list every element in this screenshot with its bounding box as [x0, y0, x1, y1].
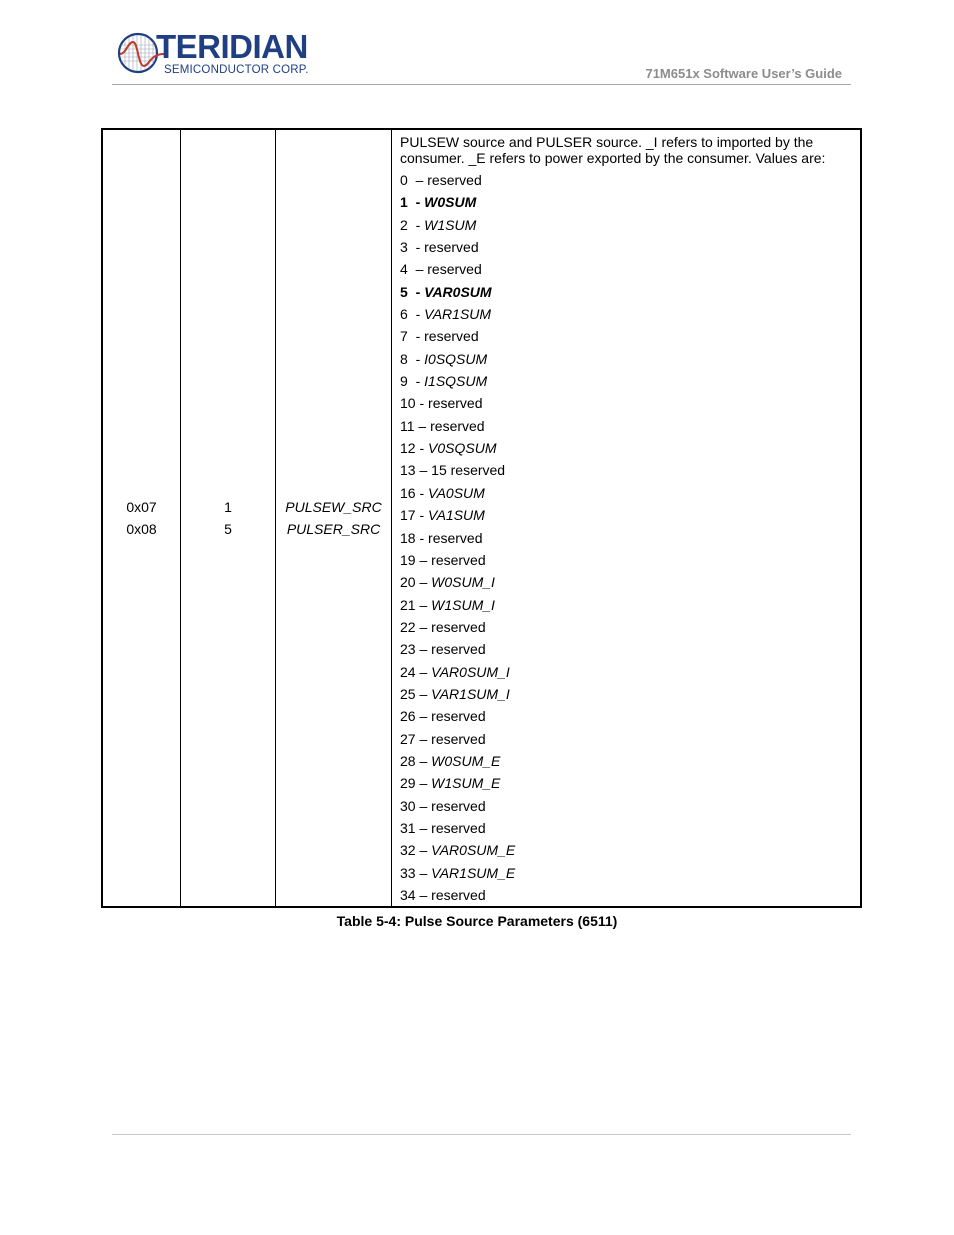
- default-cell: [181, 129, 276, 907]
- value-code: 20: [400, 574, 416, 591]
- company-name: TERIDIAN: [156, 28, 308, 65]
- value-name: VA1SUM: [428, 507, 485, 524]
- value-code: 11: [400, 417, 415, 434]
- company-subtitle: SEMICONDUCTOR CORP.: [164, 64, 309, 76]
- value-list-item: [400, 392, 852, 414]
- value-separator: –: [415, 551, 432, 568]
- value-list-item: [400, 258, 852, 280]
- parameter-name: PULSER_SRC: [286, 521, 381, 538]
- value-code: 31: [400, 819, 416, 836]
- value-list-item: [400, 705, 852, 727]
- value-separator: –: [415, 842, 432, 859]
- value-name: reserved: [424, 239, 479, 256]
- value-code: 23: [400, 641, 416, 658]
- value-list-item: [400, 415, 852, 437]
- value-separator: –: [415, 797, 432, 814]
- value-name: W0SUM_E: [431, 752, 501, 769]
- value-name: VAR0SUM_I: [431, 663, 510, 680]
- value-list-item: [400, 214, 852, 236]
- description-cell: [392, 129, 862, 907]
- value-separator: -: [407, 194, 425, 211]
- value-list-item: [400, 370, 852, 392]
- value-name: reserved: [428, 395, 483, 412]
- value-separator: –: [415, 819, 432, 836]
- value-name: reserved: [427, 261, 482, 278]
- value-list-item: [400, 683, 852, 705]
- value-separator: -: [415, 395, 429, 412]
- value-separator: –: [407, 261, 428, 278]
- value-name: VAR0SUM: [424, 283, 492, 300]
- value-code: 27: [400, 730, 416, 747]
- value-list-item: [400, 862, 852, 884]
- value-code: 2: [400, 216, 408, 233]
- value-list-item: [400, 281, 852, 303]
- value-name: W1SUM: [424, 216, 477, 233]
- value-list-item: [400, 549, 852, 571]
- value-separator: -: [415, 484, 429, 501]
- value-name: W1SUM_I: [431, 596, 495, 613]
- value-name: VAR1SUM_E: [431, 864, 516, 881]
- parameter-name-cell: [276, 129, 392, 907]
- value-code: 22: [400, 618, 416, 635]
- value-code: 34: [400, 887, 416, 903]
- value-code: 10: [400, 395, 416, 412]
- value-separator: -: [407, 373, 425, 390]
- value-name: reserved: [431, 551, 486, 568]
- value-list-item: [400, 772, 852, 794]
- value-code: 18: [400, 529, 416, 546]
- value-separator: -: [415, 440, 429, 457]
- company-logo: [116, 28, 326, 80]
- value-separator: –: [415, 574, 432, 591]
- value-code: 32: [400, 842, 416, 859]
- value-list-item: [400, 527, 852, 549]
- value-separator: –: [415, 618, 432, 635]
- value-name: VAR1SUM: [424, 306, 492, 323]
- value-list-item: [400, 884, 852, 906]
- value-list-item: [400, 504, 852, 526]
- value-list-item: [400, 795, 852, 817]
- value-list-item: [400, 191, 852, 213]
- value-code: 9: [400, 373, 408, 390]
- value-list-item: [400, 459, 852, 481]
- value-name: I0SQSUM: [424, 350, 488, 367]
- value-name: reserved: [431, 641, 486, 658]
- value-list-item: [400, 638, 852, 660]
- value-separator: –: [415, 730, 432, 747]
- value-code: 4: [400, 261, 408, 278]
- value-separator: –: [415, 887, 432, 903]
- value-separator: -: [407, 283, 425, 300]
- value-separator: –: [414, 417, 431, 434]
- value-name: reserved: [431, 797, 486, 814]
- table-row: [102, 129, 861, 907]
- value-separator: –: [415, 864, 432, 881]
- value-name: reserved: [427, 172, 482, 188]
- value-name: reserved: [424, 328, 479, 345]
- value-name: VAR0SUM_E: [431, 842, 516, 859]
- value-separator: -: [415, 529, 429, 546]
- value-code: 16: [400, 484, 416, 501]
- value-name: reserved: [431, 819, 486, 836]
- value-code: 3: [400, 239, 408, 256]
- pulse-source-parameters-table: [101, 128, 862, 908]
- value-name: VA0SUM: [428, 484, 485, 501]
- value-list-item: [400, 750, 852, 772]
- value-separator: –: [415, 775, 432, 792]
- value-list-item: [400, 482, 852, 504]
- value-code: 28: [400, 752, 416, 769]
- value-code: 5: [400, 283, 408, 300]
- value-code: 30: [400, 797, 416, 814]
- value-list-item: [400, 571, 852, 593]
- value-code: 0: [400, 172, 408, 188]
- document-title: 71M651x Software User’s Guide: [645, 66, 842, 81]
- parameter-name: PULSEW_SRC: [285, 499, 382, 516]
- value-name: W0SUM_I: [431, 574, 495, 591]
- value-code: 17: [400, 507, 416, 524]
- value-name: reserved: [431, 730, 486, 747]
- value-separator: -: [407, 239, 425, 256]
- value-name: 15 reserved: [431, 462, 506, 479]
- value-code: 13: [400, 462, 416, 479]
- address-value: 0x07: [126, 499, 157, 516]
- value-separator: -: [415, 507, 429, 524]
- value-name: reserved: [431, 887, 486, 903]
- value-separator: –: [415, 685, 432, 702]
- value-list-item: [400, 661, 852, 683]
- description-intro: PULSEW source and PULSER source. _I refers to imported by the consumer. _E refers to power exported by the consumer. Values are:: [400, 134, 826, 166]
- value-separator: –: [407, 172, 428, 188]
- value-code: 25: [400, 685, 416, 702]
- value-list-item: [400, 348, 852, 370]
- value-separator: –: [415, 663, 432, 680]
- value-separator: –: [415, 752, 432, 769]
- value-name: VAR1SUM_I: [431, 685, 510, 702]
- value-name: reserved: [428, 529, 483, 546]
- value-list-item: [400, 616, 852, 638]
- value-code: 1: [400, 194, 408, 211]
- address-cell: [102, 129, 181, 907]
- value-name: reserved: [431, 708, 486, 725]
- value-name: V0SQSUM: [428, 440, 497, 457]
- value-separator: -: [407, 306, 425, 323]
- value-list-item: [400, 325, 852, 347]
- value-separator: –: [415, 462, 432, 479]
- value-code: 8: [400, 350, 408, 367]
- value-list-item: [400, 169, 852, 191]
- value-name: reserved: [431, 618, 486, 635]
- value-list-item: [400, 728, 852, 750]
- value-code: 24: [400, 663, 416, 680]
- value-list-item: [400, 839, 852, 861]
- value-list-item: [400, 303, 852, 325]
- value-name: I1SQSUM: [424, 373, 488, 390]
- address-value: 0x08: [126, 521, 157, 538]
- value-list: [400, 169, 852, 906]
- value-code: 33: [400, 864, 416, 881]
- value-separator: -: [407, 350, 425, 367]
- default-value: 1: [224, 499, 232, 516]
- value-code: 7: [400, 328, 408, 345]
- value-code: 21: [400, 596, 416, 613]
- value-list-item: [400, 437, 852, 459]
- value-code: 12: [400, 440, 416, 457]
- value-code: 6: [400, 306, 408, 323]
- value-list-item: [400, 817, 852, 839]
- value-name: W1SUM_E: [431, 775, 501, 792]
- footer-divider: [112, 1134, 851, 1135]
- value-list-item: [400, 594, 852, 616]
- value-separator: -: [407, 328, 425, 345]
- value-separator: –: [415, 596, 432, 613]
- table-caption: Table 5-4: Pulse Source Parameters (6511): [336, 913, 618, 929]
- default-value: 5: [224, 521, 232, 538]
- value-name: reserved: [430, 417, 485, 434]
- value-code: 26: [400, 708, 416, 725]
- value-code: 19: [400, 551, 416, 568]
- value-name: W0SUM: [424, 194, 477, 211]
- value-code: 29: [400, 775, 416, 792]
- value-separator: –: [415, 641, 432, 658]
- header-divider: [112, 84, 851, 85]
- value-separator: –: [415, 708, 432, 725]
- value-separator: -: [407, 216, 425, 233]
- value-list-item: [400, 236, 852, 258]
